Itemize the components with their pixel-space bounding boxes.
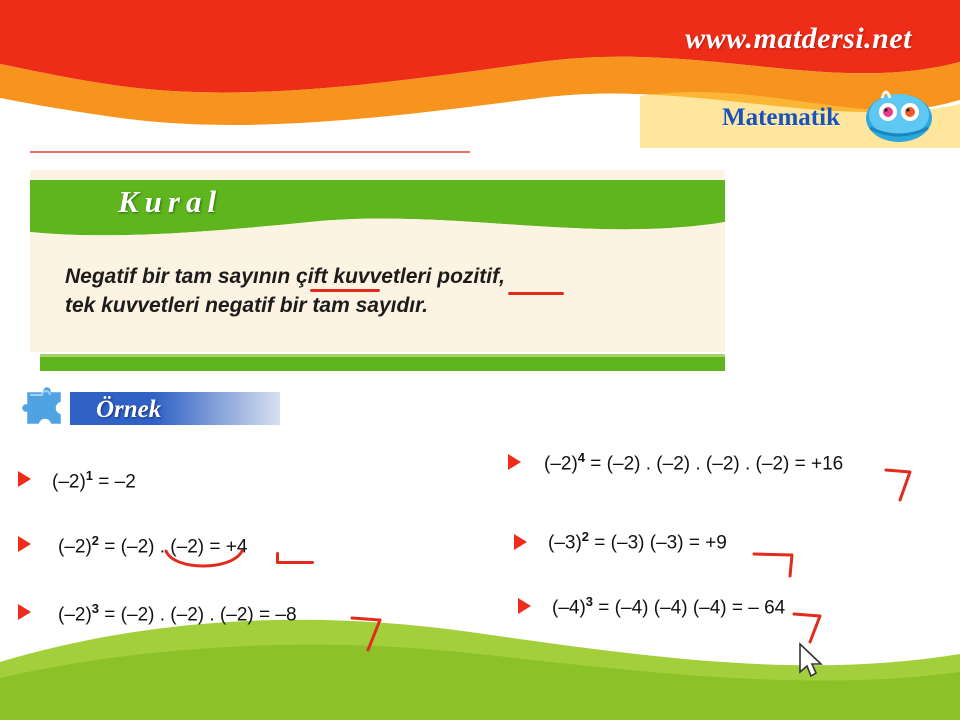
pen-check-right-2 (752, 552, 796, 580)
pen-underline-pozitif (508, 292, 564, 295)
kural-title: Kural (118, 184, 223, 219)
example-left-1-base: (–2) (52, 471, 86, 493)
example-left-1-rest: = –2 (93, 471, 136, 493)
bullet-icon-right-3 (518, 598, 531, 614)
example-left-3-exponent: 3 (91, 601, 100, 616)
bullet-icon-left-1 (18, 471, 31, 487)
example-left-3 (58, 601, 297, 626)
example-right-3-base: (–4) (552, 597, 586, 619)
ornek-title: Örnek (96, 396, 162, 423)
example-right-1-rest: = (–2) . (–2) . (–2) . (–2) = +16 (585, 453, 844, 475)
kural-text-line1: Negatif bir tam sayının çift kuvvetleri pozitif, (65, 265, 505, 288)
example-left-2 (58, 533, 247, 558)
kural-bottom-bar (40, 354, 725, 371)
example-left-1 (52, 468, 136, 493)
bullet-icon-right-1 (508, 454, 521, 470)
brand-title: Matematik (721, 104, 840, 131)
bullet-icon-left-2 (18, 536, 31, 552)
example-right-1 (544, 450, 843, 475)
example-right-2-rest: = (–3) (–3) = +9 (589, 532, 727, 554)
example-right-3 (552, 594, 785, 619)
kural-text-line2: tek kuvvetleri negatif bir tam sayıdır. (65, 294, 428, 317)
pen-check-right-1 (884, 466, 914, 504)
example-left-2-exponent: 2 (91, 533, 100, 548)
pen-underline-left-2-result (276, 561, 314, 564)
example-left-2-base: (–2) (58, 536, 92, 558)
example-right-2-exponent: 2 (581, 529, 590, 544)
example-left-1-exponent: 1 (85, 468, 94, 483)
example-left-3-rest: = (–2) . (–2) . (–2) = –8 (99, 604, 297, 626)
example-right-2-base: (–3) (548, 532, 582, 554)
example-right-1-base: (–2) (544, 453, 578, 475)
bullet-icon-left-3 (18, 604, 31, 620)
example-left-2-rest: = (–2) . (–2) = +4 (99, 536, 248, 558)
example-right-2 (548, 529, 727, 554)
example-right-3-exponent: 3 (585, 594, 594, 609)
puzzle-piece-icon (18, 385, 74, 433)
pen-underline-cift (310, 289, 380, 292)
top-divider-line (30, 151, 470, 153)
pen-tick-left-2 (276, 552, 279, 564)
example-right-1-exponent: 4 (577, 450, 586, 465)
kural-text (65, 262, 705, 320)
example-right-3-rest: = (–4) (–4) (–4) = – 64 (593, 597, 786, 619)
mouse-pointer-pen-icon (796, 642, 830, 682)
mascot-characters-icon (860, 82, 938, 144)
example-left-3-base: (–2) (58, 604, 92, 626)
site-url: www.matdersi.net (685, 22, 912, 55)
bullet-icon-right-2 (514, 534, 527, 550)
